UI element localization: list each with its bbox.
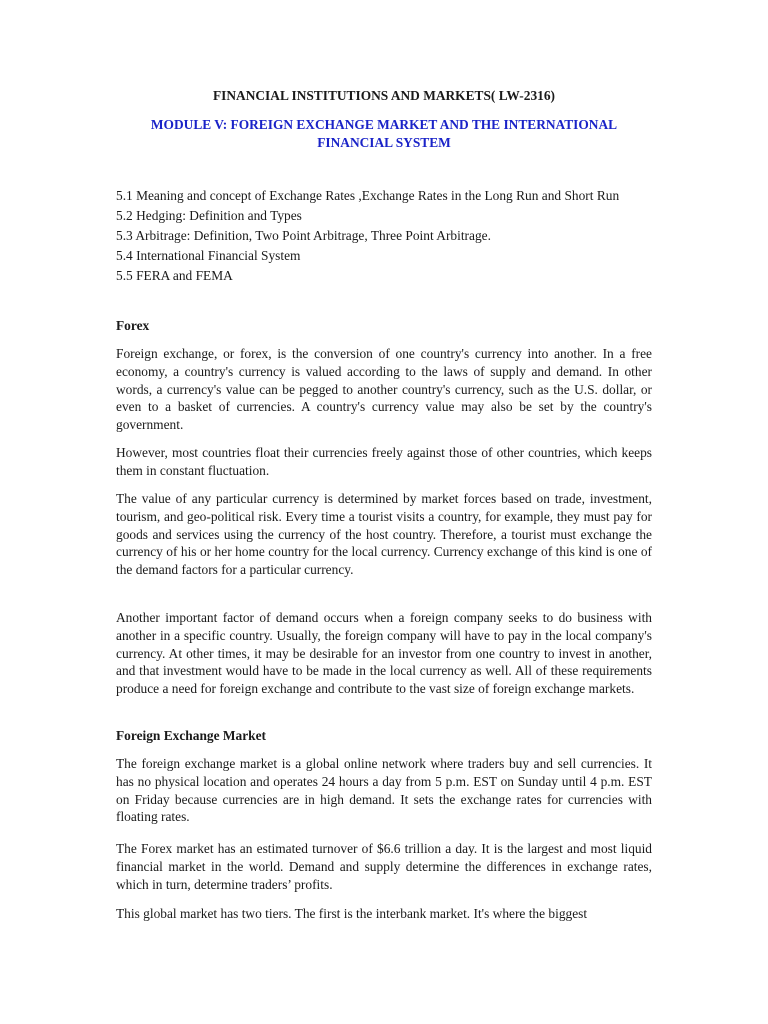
topic-item: 5.2 Hedging: Definition and Types	[116, 208, 302, 223]
topic-item: 5.4 International Financial System	[116, 248, 301, 263]
module-heading-line-1: MODULE V: FOREIGN EXCHANGE MARKET AND THE INTERNATIONAL	[150, 117, 618, 132]
module-heading-line-2: FINANCIAL SYSTEM	[317, 135, 451, 150]
module-heading	[116, 116, 652, 152]
document-title: FINANCIAL INSTITUTIONS AND MARKETS( LW-2316)	[212, 88, 555, 103]
topic-list	[116, 186, 652, 286]
paragraph: The Forex market has an estimated turnover of $6.6 trillion a day. It is the largest and most liquid financial market in the world. Demand and supply determine the differences in exchange rates, which in turn, determine traders’ profits.	[116, 841, 652, 892]
section-heading-forex: Forex	[116, 318, 150, 333]
topic-item: 5.1 Meaning and concept of Exchange Rates ,Exchange Rates in the Long Run and Short Run	[116, 188, 620, 203]
topic-item: 5.3 Arbitrage: Definition, Two Point Arbitrage, Three Point Arbitrage.	[116, 228, 491, 243]
topic-item: 5.5 FERA and FEMA	[116, 268, 233, 283]
paragraph: This global market has two tiers. The first is the interbank market. It's where the biggest	[116, 906, 588, 921]
paragraph: The value of any particular currency is determined by market forces based on trade, investment, tourism, and geo-political risk. Every time a tourist visits a country, for example, they must pay for goods and services using the currency of the host country. Therefore, a tourist must exchange the currency of his or her home country for the local currency. Currency exchange of this kind is one of the demand factors for a particular currency.	[116, 491, 652, 578]
paragraph: The foreign exchange market is a global online network where traders buy and sell currencies. It has no physical location and operates 24 hours a day from 5 p.m. EST on Sunday until 4 p.m. EST on Friday because currencies are in high demand. It sets the exchange rates for currencies with floating rates.	[116, 756, 652, 825]
section-heading-foreign-exchange-market: Foreign Exchange Market	[116, 728, 267, 743]
paragraph: Foreign exchange, or forex, is the conversion of one country's currency into another. In a free economy, a country's currency is valued according to the laws of supply and demand. In other words, a currency's value can be pegged to another country's currency, such as the U.S. dollar, or even to a basket of currencies. A country's currency value may also be set by the country's government.	[116, 346, 652, 433]
paragraph: However, most countries float their currencies freely against those of other countries, which keeps them in constant fluctuation.	[116, 445, 652, 478]
paragraph: Another important factor of demand occurs when a foreign company seeks to do business with another in a specific country. Usually, the foreign company will have to pay in the local company's currency. At other times, it may be desirable for an investor from one country to invest in another, and that investment would have to be made in the local currency as well. All of these requirements produce a need for foreign exchange and contribute to the vast size of foreign exchange markets.	[116, 610, 652, 697]
